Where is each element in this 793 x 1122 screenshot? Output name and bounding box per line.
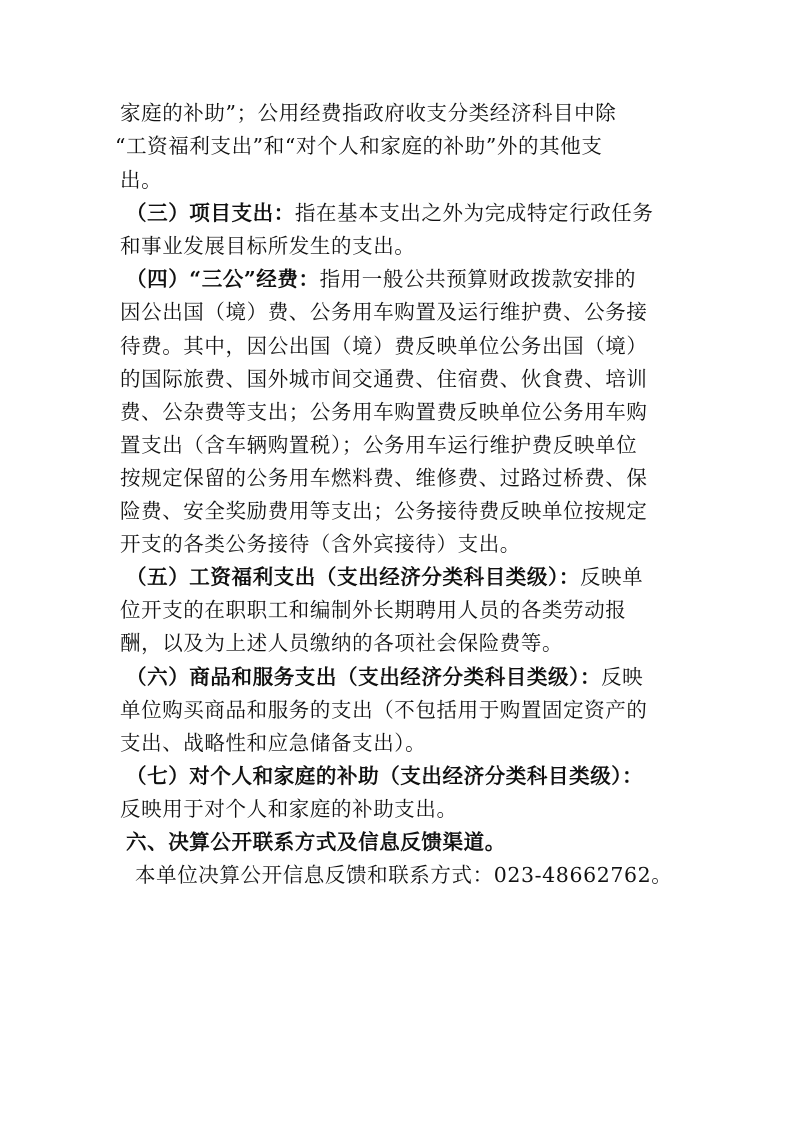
text-run: 反映 xyxy=(601,665,644,689)
text-run: 待费。其中，因公出国（境）费反映单位公务出国（境） xyxy=(120,334,648,358)
text-run: 险费、安全奖励费用等支出；公务接待费反映单位按规定 xyxy=(120,499,648,523)
text-run: “工资福利支出”和“对个人和家庭的补助”外的其他支 xyxy=(115,134,603,158)
text-line-1 xyxy=(120,97,616,129)
text-line-21 xyxy=(126,760,643,792)
text-line-15 xyxy=(126,561,643,593)
text-run-bold: 六、决算公开联系方式及信息反馈渠道。 xyxy=(126,830,506,854)
section-heading-contact xyxy=(126,826,506,858)
text-line-20 xyxy=(120,727,426,759)
text-line-13 xyxy=(120,495,648,527)
text-run: 家庭的补助”；公用经费指政府收支分类经济科目中除 xyxy=(120,101,617,125)
text-run: 指在基本支出之外为完成特定行政任务 xyxy=(294,201,654,225)
text-run: 按规定保留的公务用车燃料费、维修费、过路过桥费、保 xyxy=(120,466,648,490)
text-line-4 xyxy=(126,197,654,229)
text-line-10 xyxy=(120,396,648,428)
text-run: 支出、战略性和应急储备支出）。 xyxy=(120,731,427,755)
contact-line xyxy=(135,859,672,891)
text-run-bold: （五）工资福利支出（支出经济分类科目类级）： xyxy=(126,565,580,589)
text-run: 出。 xyxy=(120,168,163,192)
text-line-17 xyxy=(120,627,563,659)
text-run: 酬，以及为上述人员缴纳的各项社会保险费等。 xyxy=(120,631,564,655)
text-run: 反映用于对个人和家庭的补助支出。 xyxy=(120,797,458,821)
text-line-11 xyxy=(120,429,637,461)
text-run: 因公出国（境）费、公务用车购置及运行维护费、公务接 xyxy=(120,300,648,324)
contact-text: 本单位决算公开信息反馈和联系方式：023-48662762。 xyxy=(135,863,673,887)
text-run: 费、公杂费等支出；公务用车购置费反映单位公务用车购 xyxy=(120,400,648,424)
text-run: 的国际旅费、国外城市间交通费、住宿费、伙食费、培训 xyxy=(120,367,648,391)
text-run: 指用一般公共预算财政拨款安排的 xyxy=(319,267,637,291)
text-line-8 xyxy=(120,330,648,362)
text-line-3 xyxy=(120,164,162,196)
text-run: 单位购买商品和服务的支出（不包括用于购置固定资产的 xyxy=(120,698,648,722)
text-line-19 xyxy=(120,694,648,726)
text-line-5 xyxy=(120,230,415,262)
text-run: 开支的各类公务接待（含外宾接待）支出。 xyxy=(120,532,521,556)
text-line-9 xyxy=(120,363,648,395)
text-line-12 xyxy=(120,462,648,494)
text-run-bold: （四）“三公”经费： xyxy=(126,267,320,291)
text-run-bold: （三）项目支出： xyxy=(126,201,295,225)
text-line-2 xyxy=(115,130,602,162)
text-run: 位开支的在职职工和编制外长期聘用人员的各类劳动报 xyxy=(120,598,627,622)
text-run-bold: （七）对个人和家庭的补助（支出经济分类科目类级）： xyxy=(126,764,644,788)
text-line-22 xyxy=(120,793,458,825)
text-line-18 xyxy=(126,661,643,693)
text-line-14 xyxy=(120,528,521,560)
text-run: 和事业发展目标所发生的支出。 xyxy=(120,234,416,258)
text-run: 反映单 xyxy=(579,565,644,589)
text-line-16 xyxy=(120,594,626,626)
text-run: 置支出（含车辆购置税）；公务用车运行维护费反映单位 xyxy=(120,433,638,457)
text-run-bold: （六）商品和服务支出（支出经济分类科目类级）： xyxy=(126,665,602,689)
text-line-6 xyxy=(126,263,636,295)
text-line-7 xyxy=(120,296,648,328)
